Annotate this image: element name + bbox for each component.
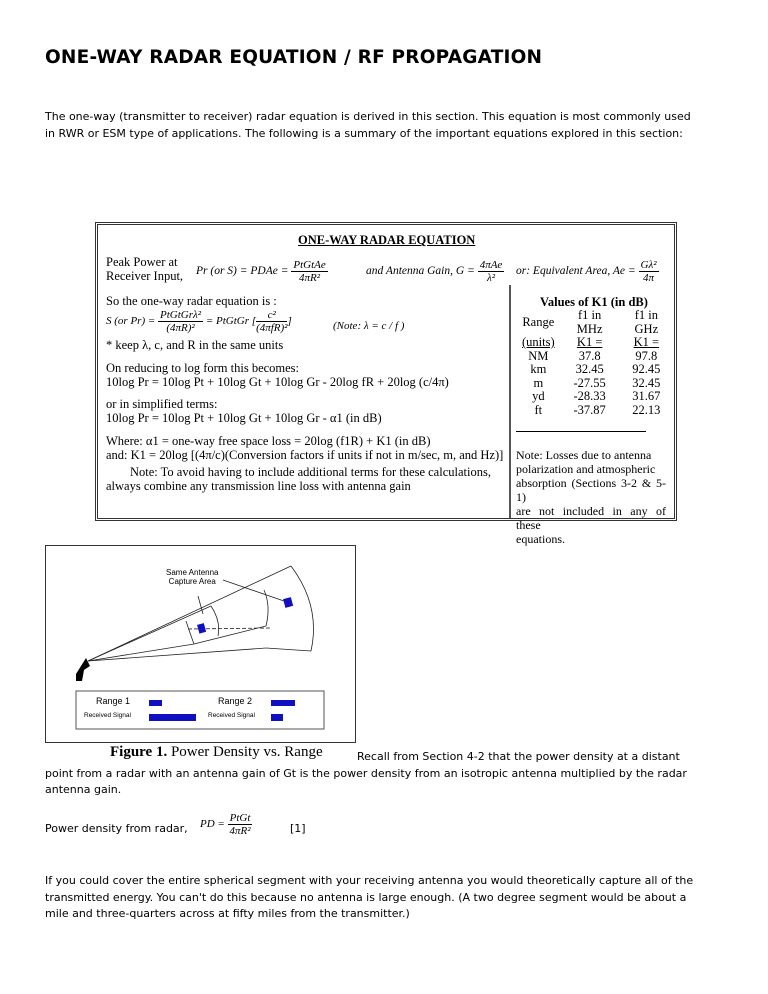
where-text: Where: α1 = one-way free space loss = 20log (f1R) + K1 (in dB) [106,434,431,448]
power-density-equation [200,812,252,837]
peak-label: Receiver Input, [106,269,184,283]
log-eq1: 10log Pr = 10log Pt + 10log Gt + 10log Gr - 20log fR + 20log (c/4π) [106,375,449,389]
note-line: always combine any transmission line loss with antenna gain [106,479,411,493]
received-signal-label: Received Signal [84,712,131,719]
cell: 32.45 [632,375,661,390]
gain-frac [478,259,505,284]
k-values-table [516,309,674,417]
note-line: Note: To avoid having to include additional terms for these calculations, [130,465,491,479]
note-line: absorption (Sections 3-2 & 5-1) [516,476,666,504]
num: PtGtAe [293,259,326,271]
intro-line: in RWR or ESM type of applications. The following is a summary of the important equations explored in this section: [45,126,683,140]
eq2-mid: = PtGtGr [205,315,250,328]
k1-definition: and: K1 = 20log [(4π/c)(Conversion factors if units if not in m/sec, m, and Hz)] [106,448,504,462]
area-lhs: or: Equivalent Area, Ae = [516,265,636,278]
num: 4πAe [479,259,503,271]
eq1-lhs: Pr (or S) = PDAe = [196,265,289,278]
losses-note [516,448,666,546]
cell: 22.13 [632,402,661,417]
capture-label [166,568,218,586]
equation-ref: [1] [290,822,306,835]
cell: km [530,362,547,376]
so-text: So the one-way radar equation is : [106,294,277,308]
den: 4πR² [229,825,251,837]
col-header: f1 in GHz [634,308,659,336]
den: 4π [643,272,655,284]
caption-text: Power Density vs. Range [167,744,323,760]
eq2c-frac [256,309,287,334]
simp-text: or in simplified terms: [106,397,218,411]
intro-line: The one-way (transmitter to receiver) radar equation is derived in this section. This equation is most commonly used [45,110,691,123]
caption-number: Figure 1. [110,744,168,760]
col-header: K1 = [633,335,660,349]
gain-eq [366,259,504,284]
label: Same Antenna [166,568,219,577]
table-row [516,390,674,404]
num: Gλ² [640,259,657,271]
area-frac [639,259,659,284]
cell: 32.45 [575,362,604,376]
recall-line: antenna gain. [45,783,122,796]
power-density-label: Power density from radar, [45,822,188,835]
cell: ft [534,402,543,417]
col-header: (units) [522,335,555,349]
pd-frac [228,812,253,837]
outro-line: If you could cover the entire spherical segment with your receiving antenna you would theoretically capture all of the [45,874,694,887]
cell: yd [532,389,545,403]
den: 4πR² [299,272,321,284]
note-line: equations. [516,532,565,546]
table-row [516,377,674,391]
page-title: ONE-WAY RADAR EQUATION / RF PROPAGATION [45,47,543,68]
capture-area-far [283,597,293,608]
outro-line: mile and three-quarters across at fifty miles from the transmitter.) [45,907,410,920]
intro-paragraph [45,109,691,142]
col-header: f1 in MHz [576,308,603,336]
log-eq2: 10log Pr = 10log Pt + 10log Gt + 10log Gr - α1 (in dB) [106,411,382,425]
col-header: K1 = [576,335,603,349]
cell: 31.67 [632,389,661,403]
cell: 92.45 [632,362,661,376]
peak-label: Peak Power at [106,255,178,269]
eq2-lhs: S (or Pr) = [106,315,156,328]
received-signal-label: Received Signal [208,712,255,719]
reduce-text: On reducing to log form this becomes: [106,361,300,375]
capture-area-near [197,623,206,634]
equation-box [95,222,677,546]
note-line: Note: Losses due to antenna [516,448,652,462]
table-row [516,404,674,418]
keep-note: * keep λ, c, and R in the same units [106,338,284,352]
area-eq [516,259,659,284]
recall-line: Recall from Section 4-2 that the power density at a distant [357,750,680,763]
col-header: Range [522,314,555,329]
k-table-title: Values of K1 (in dB) [540,295,648,309]
cell: -27.55 [573,375,606,390]
eq2: S (or Pr) = $\frac{\text{PtGtGrλ²}}{\text{(4πR)²}}$ = PtGtGr [ $\frac{\text{c²}}{\text{(4πfR)²}}$ ] [106,309,292,334]
den: (4πR)² [166,322,195,334]
figure-power-density [45,545,356,743]
box-heading: ONE-WAY RADAR EQUATION [298,233,476,247]
note-line: polarization and atmospheric [516,462,656,476]
num: PtGtGrλ² [160,309,202,321]
eq2-frac [158,309,203,334]
range1-label: Range 1 [96,696,131,706]
den: (4πfR)² [256,322,288,334]
recall-line: point from a radar with an antenna gain of Gt is the power density from an isotropic antenna multiplied by the radar [45,767,687,780]
outro-paragraph [45,873,693,923]
outro-line: transmitted energy. You can't do this because no antenna is large enough. (A two degree segment would be about a [45,890,687,904]
lambda-note: (Note: λ = c / f ) [333,320,405,332]
gain-lhs: and Antenna Gain, G = [366,265,475,278]
table-rule [516,431,646,432]
table-row [516,363,674,377]
cell: 97.8 [635,348,658,363]
column-divider [509,285,511,518]
cell: -28.33 [573,389,606,403]
num: PtGt [229,812,251,824]
cell: 37.8 [578,348,601,363]
range2-label: Range 2 [218,696,253,706]
den: λ² [486,272,496,284]
label: Capture Area [168,577,216,586]
num: c² [256,309,287,322]
eq1 [196,259,328,284]
cell: -37.87 [573,402,606,417]
cell: NM [528,348,549,363]
cell: m [533,375,544,390]
eq1-frac [291,259,327,284]
antenna-icon [76,658,90,681]
table-row [516,350,674,364]
pd-lhs: PD = [200,818,225,831]
figure-caption [110,744,323,761]
note-line: are not included in any of these [516,504,666,532]
